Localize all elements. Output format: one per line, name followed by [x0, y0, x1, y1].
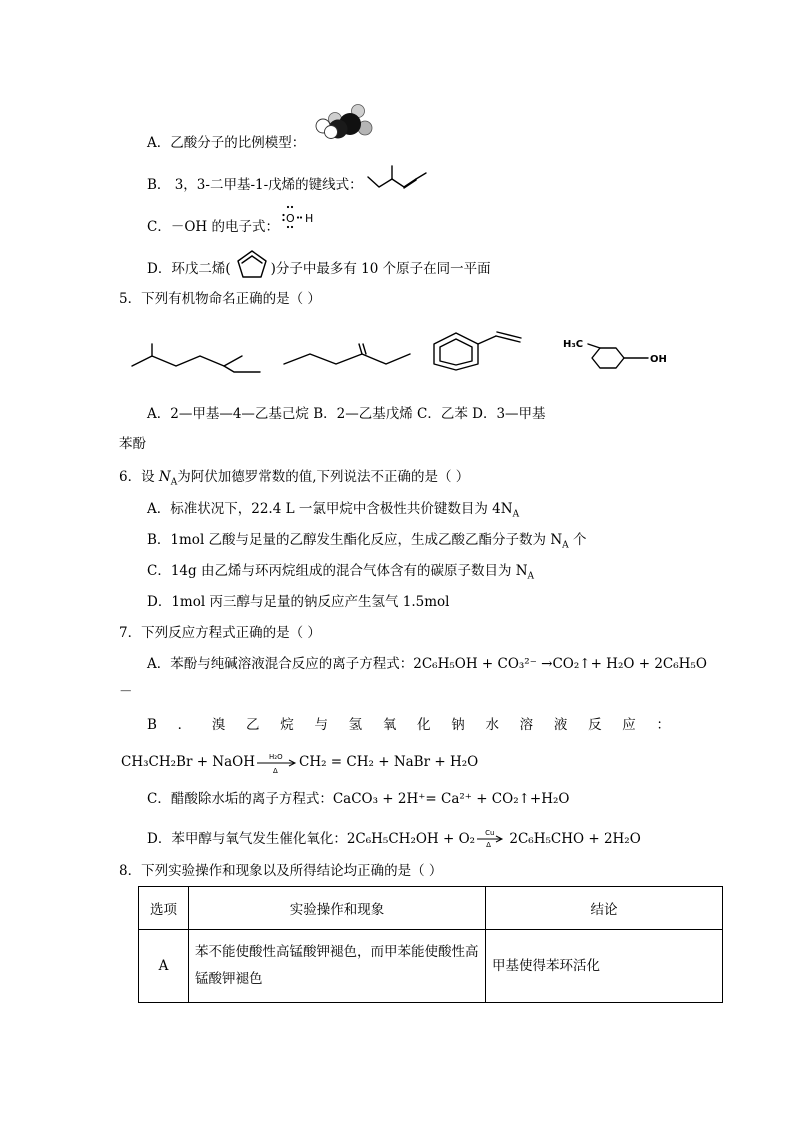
q7-b-char: 溴 — [211, 717, 226, 733]
q4-option-d-text-before: D．环戊二烯( — [147, 261, 231, 277]
q4-option-a — [147, 134, 305, 152]
q7-b-cond-bottom: Δ — [273, 767, 278, 775]
q7-b-cond-top: H₂O — [269, 753, 283, 761]
q7-b-char: 化 — [417, 717, 431, 733]
table-header-option: 选项 — [139, 887, 189, 930]
q7-b-char: 应 — [622, 717, 636, 733]
dimethylpentene-skeletal-formula-icon — [366, 163, 428, 191]
q5-options: A．2—甲基—4—乙基己烷 B．2—乙基戊烯 C．乙苯 D．3—甲基 — [147, 406, 546, 422]
q7-d-arrow — [475, 830, 505, 848]
q4-option-c-text: C．－OH 的电子式： — [147, 219, 279, 235]
q4-option-c — [147, 218, 279, 236]
q6-stem-b: 为阿伏加德罗常数的值,下列说法不正确的是（ ） — [177, 469, 470, 485]
q6-stem-sub: A — [170, 477, 178, 488]
q6-stem-a: 6．设 — [119, 469, 159, 485]
q4-option-b-text: B． 3，3-二甲基-1-戊烯的键线式： — [147, 177, 363, 193]
q6-option-a — [147, 500, 519, 524]
q7-option-a: A．苯酚与纯碱溶液混合反应的离子方程式：2C₆H₅OH + CO₃²⁻ →CO₂↑+ H₂O + 2C₆H₅O — [147, 656, 707, 672]
q8-stem: 8．下列实验操作和现象以及所得结论均正确的是（ ） — [119, 863, 443, 879]
q6-option-b — [147, 531, 586, 555]
q7-stem: 7．下列反应方程式正确的是（ ） — [119, 625, 321, 641]
acetic-acid-space-filling-model-icon — [310, 104, 378, 146]
table-cell-option: A — [139, 930, 189, 1003]
q7-option-b-equation — [121, 753, 479, 775]
table-row — [139, 930, 723, 1003]
q7-b-char: 烷 — [280, 717, 294, 733]
q6-option-d: D．1mol 丙三醇与足量的钠反应产生氢气 1.5mol — [147, 594, 450, 610]
q7-b-char: 反 — [588, 717, 602, 733]
q7-b-char: 与 — [314, 717, 328, 733]
q5-stem: 5．下列有机物命名正确的是（ ） — [119, 291, 321, 307]
q5-structure-d-methylphenol-icon — [562, 334, 684, 374]
q4-option-a-text: A．乙酸分子的比例模型： — [147, 135, 306, 151]
q7-d-cond-bottom: Δ — [486, 841, 491, 849]
q7-d-left: D．苯甲醇与氧气发生催化氧化：2C₆H₅CH₂OH + O₂ — [147, 831, 476, 847]
q7-b-char: ： — [656, 717, 670, 733]
hydroxyl-electron-formula-icon — [282, 203, 322, 231]
q6-option-b-sub: A — [562, 540, 569, 551]
q7-b-char: 氧 — [382, 717, 397, 733]
q7-option-a-wrap: － — [119, 684, 133, 700]
q6-option-c-text: C．14g 由乙烯与环丙烷组成的混合气体含有的碳原子数目为 N — [147, 563, 528, 579]
q4-option-d — [147, 260, 491, 278]
q6-option-a-text: A．标准状况下，22.4 L 一氯甲烷中含极性共价键数目为 4N — [147, 501, 513, 517]
q7-b-char: 液 — [553, 717, 568, 733]
q7-b-char: 钠 — [451, 717, 465, 733]
q6-option-a-sub: A — [512, 509, 520, 520]
q6-stem-na: N — [158, 469, 171, 485]
electron-formula-o: O — [286, 212, 295, 225]
table-header-row — [139, 887, 723, 930]
q8-answer-table — [138, 886, 723, 1003]
q6-option-c — [147, 562, 534, 586]
q7-d-cond-top: Cu — [485, 829, 495, 837]
q5-structure-a-icon — [130, 342, 262, 374]
q7-b-eq-right: CH₂ = CH₂ + NaBr + H₂O — [299, 754, 479, 770]
q5-structure-b-icon — [282, 344, 412, 370]
q7-b-char: 乙 — [246, 717, 260, 733]
q6-stem — [119, 468, 469, 492]
q7-option-d — [147, 830, 641, 848]
q7-b-arrow — [255, 753, 299, 775]
table-header-conclusion: 结论 — [486, 887, 723, 930]
q7-option-b-heading — [147, 716, 670, 734]
q5-structure-c-styrene-icon — [428, 330, 538, 372]
q6-option-b-end: 个 — [568, 532, 587, 548]
q5-options-wrap: 苯酚 — [119, 436, 146, 452]
q7-b-char: 溶 — [519, 717, 534, 733]
q7-b-char: 氢 — [348, 717, 363, 733]
q7-d-right: 2C₆H₅CHO + 2H₂O — [505, 831, 641, 847]
table-header-operation: 实验操作和现象 — [189, 887, 486, 930]
cyclopentadiene-structure-icon — [232, 248, 272, 280]
q7-b-char: 水 — [485, 717, 499, 733]
electron-formula-h: H — [305, 212, 314, 225]
structure-d-ch3: H₃C — [563, 339, 584, 350]
table-cell-operation: 苯不能使酸性高锰酸钾褪色，而甲苯能使酸性高锰酸钾褪色 — [189, 930, 486, 1003]
table-cell-conclusion: 甲基使得苯环活化 — [486, 930, 723, 1003]
q7-b-char: B — [147, 717, 157, 733]
q7-b-char: ． — [177, 717, 192, 733]
q7-option-c: C．醋酸除水垢的离子方程式：CaCO₃ + 2H⁺= Ca²⁺ + CO₂↑+H₂O — [147, 791, 570, 807]
q6-option-b-text: B．1mol 乙酸与足量的乙醇发生酯化反应，生成乙酸乙酯分子数为 N — [147, 532, 563, 548]
q4-option-d-text-after: )分子中最多有 10 个原子在同一平面 — [270, 261, 491, 277]
q4-option-b — [147, 176, 363, 194]
q7-b-eq-left: CH₃CH₂Br + NaOH — [121, 754, 255, 770]
q6-option-c-sub: A — [527, 571, 535, 582]
structure-d-oh: OH — [650, 354, 667, 365]
